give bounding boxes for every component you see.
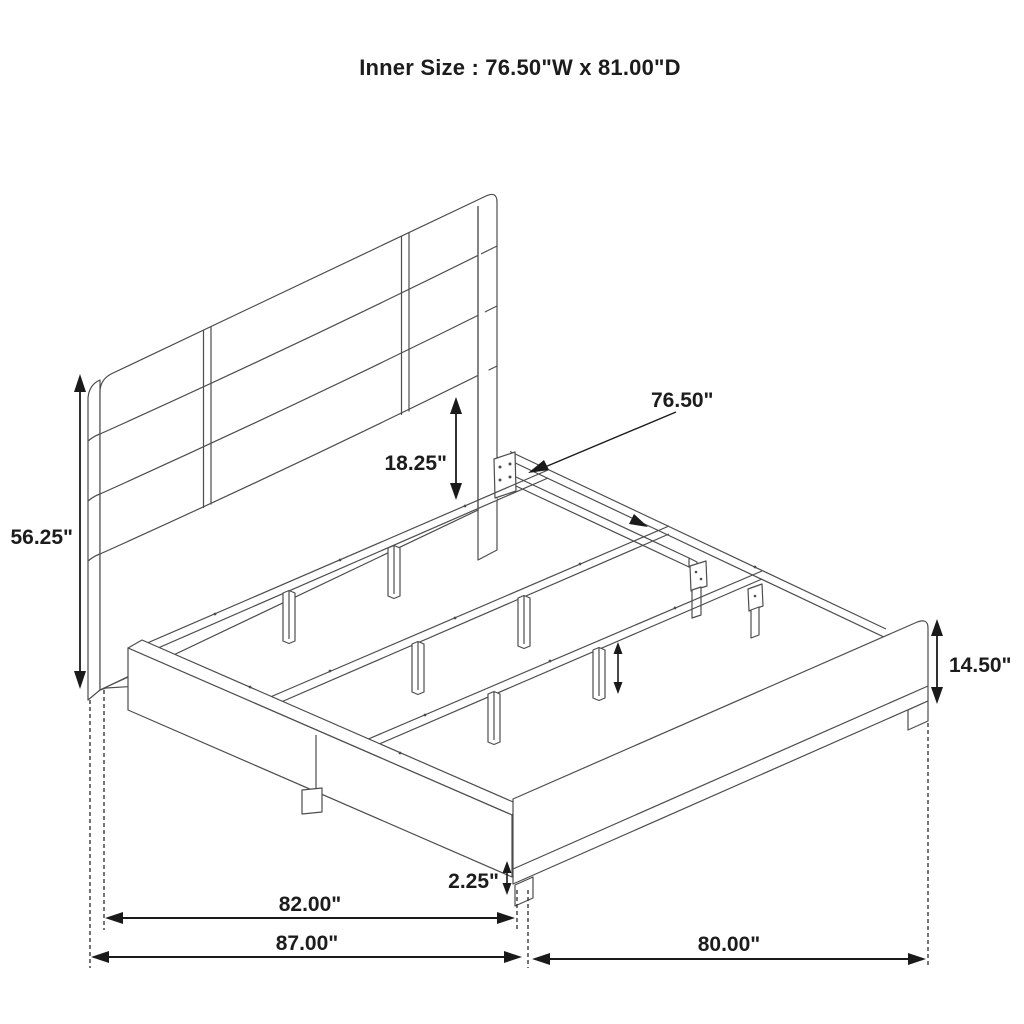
dim-label-footboard-width: 80.00" xyxy=(697,933,761,956)
dim-overall-depth xyxy=(91,932,522,963)
screw-hole xyxy=(549,660,552,663)
support-leg xyxy=(412,642,424,695)
dim-label-rail-clearance: 2.25" xyxy=(448,870,499,893)
support-leg xyxy=(593,648,605,701)
dim-slat-rail-length xyxy=(105,893,515,924)
footboard xyxy=(513,621,928,906)
bracket-hole xyxy=(509,476,512,479)
support-leg xyxy=(488,692,500,745)
screw-hole xyxy=(249,686,252,689)
screw-hole xyxy=(339,559,342,562)
headboard-side-face xyxy=(88,380,100,700)
dim-label-headboard-to-rail: 18.25" xyxy=(384,452,447,475)
diagram-title: Inner Size : 76.50"W x 81.00"D xyxy=(359,55,681,80)
hanger-post-2 xyxy=(751,607,759,638)
dim-footboard-height xyxy=(931,619,1012,704)
dim-headboard-height xyxy=(10,374,86,689)
screw-hole xyxy=(579,563,582,566)
bracket-hole xyxy=(499,466,502,469)
screw-hole xyxy=(674,607,677,610)
screw-hole xyxy=(464,505,467,508)
near-side-rail-front-face xyxy=(128,648,512,877)
near-side-rail-group xyxy=(128,640,520,877)
leg-height-arrow xyxy=(614,642,623,694)
dim-footboard-width xyxy=(532,933,926,965)
hanger-bracket-2 xyxy=(748,584,763,611)
support-leg xyxy=(388,546,400,599)
bracket-hole xyxy=(700,578,703,581)
bracket-hole xyxy=(695,571,698,574)
bracket-hole xyxy=(499,479,502,482)
screw-hole xyxy=(454,617,457,620)
screw-hole xyxy=(329,670,332,673)
dim-label-footboard-height: 14.50" xyxy=(949,654,1012,677)
support-leg xyxy=(518,596,530,649)
footboard-panel xyxy=(513,621,928,884)
dim-label-slat-rail-length: 82.00" xyxy=(278,893,342,916)
screw-hole xyxy=(424,714,427,717)
rail-foot xyxy=(302,788,322,814)
headboard-front-face xyxy=(100,194,497,690)
screw-hole xyxy=(399,752,402,755)
dim-label-inner-width: 76.50" xyxy=(651,389,714,412)
headboard-rail-bracket xyxy=(494,452,516,498)
center-rail-post xyxy=(692,587,701,618)
bracket-hole xyxy=(509,463,512,466)
screw-hole xyxy=(214,613,217,616)
dim-label-overall-depth: 87.00" xyxy=(275,932,339,955)
dim-label-headboard-height: 56.25" xyxy=(10,526,73,549)
center-rail-hanger-bracket xyxy=(690,561,707,591)
dim-inner-width xyxy=(528,389,714,527)
bracket-hole xyxy=(754,595,757,598)
center-support-rail xyxy=(516,477,689,567)
rail-screw-hole xyxy=(754,566,757,569)
support-leg xyxy=(283,591,295,644)
